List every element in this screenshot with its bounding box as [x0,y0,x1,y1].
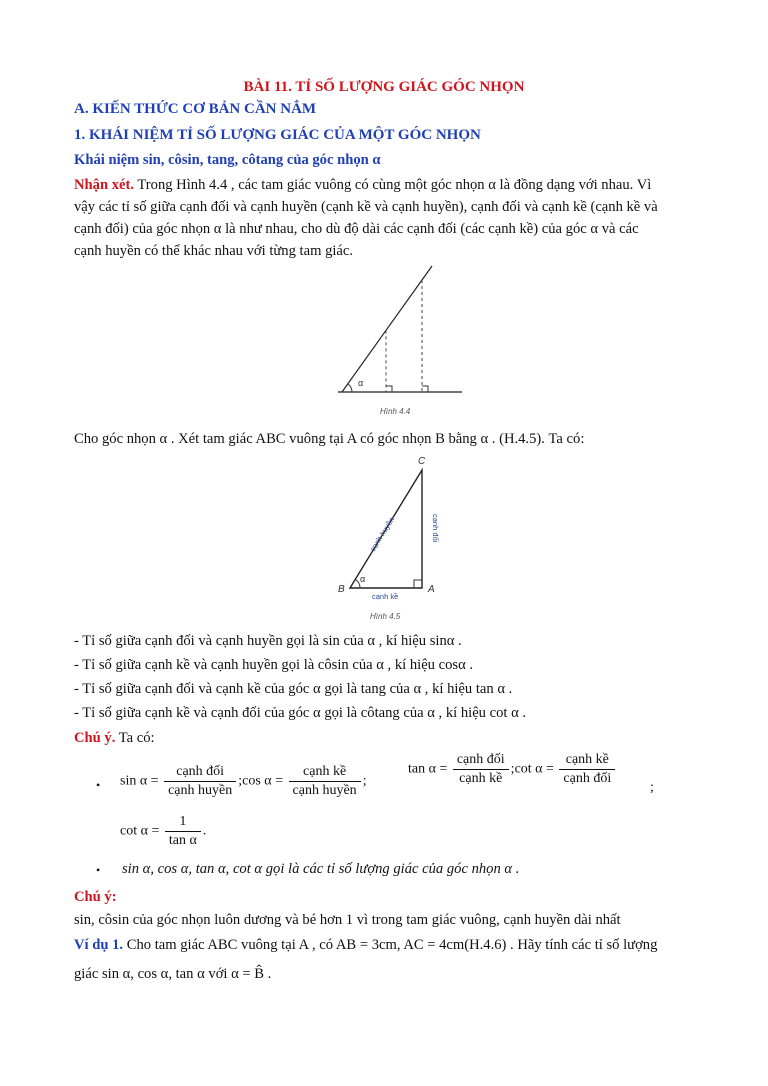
sin-fraction [164,764,236,799]
concept-heading: Khái niệm sin, côsin, tang, côtang của góc nhọn α [74,152,381,168]
formula-tan-cot [408,752,617,787]
note-1-label: Chú ý. [74,730,116,746]
sin-numerator: cạnh đối [164,764,236,782]
section-1-heading: 1. KHÁI NIỆM TỈ SỐ LƯỢNG GIÁC CỦA MỘT GÓC NHỌN [74,127,481,143]
fig44-angle-label: α [358,378,364,388]
sep-1: ; [238,773,243,789]
note-1 [74,729,704,747]
fig45-adjacent-label: cạnh kề [372,592,399,601]
note-2-label: Chú ý: [74,889,117,905]
example-1-line-1 [74,936,704,954]
definition-cos: - Tỉ số giữa cạnh kề và cạnh huyền gọi là côsin của α , kí hiệu cosα . [74,657,474,673]
fig44-caption: Hình 4.4 [380,407,411,416]
note-2-text: sin, côsin của góc nhọn luôn dương và bé hơn 1 vì trong tam giác vuông, cạnh huyền dài nhất [74,912,621,928]
cot2-denominator: tan α [168,833,197,848]
cos-fraction [289,764,361,799]
remark-label: Nhận xét. [74,177,134,193]
bullet-1: • [96,778,101,792]
cot-numerator: cạnh kề [559,752,615,770]
fig45-vertex-a: A [428,584,435,595]
tan-numerator: cạnh đối [453,752,509,770]
remark-line-2: vậy các tỉ số giữa cạnh đối và cạnh huyền (cạnh kề và cạnh huyền), cạnh đối và cạnh kề (cạnh kề và [74,199,658,215]
definition-tan: - Tỉ số giữa cạnh đối và cạnh kề của góc α gọi là tang của α , kí hiệu tan α . [74,681,513,697]
cot2-lhs: cot α = [120,823,160,839]
cos-numerator: cạnh kề [289,764,361,782]
cot2-numerator: 1 [165,814,201,832]
fig44-hypotenuse-line [342,266,432,392]
note-1-text: Ta có: [115,730,155,746]
example-1-label: Ví dụ 1. [74,937,124,953]
section-a-heading: A. KIẾN THỨC CƠ BẢN CẦN NẮM [74,101,317,117]
bullet-2-text: sin α, cos α, tan α, cot α gọi là các tỉ số lượng giác của góc nhọn α . [122,861,520,877]
fig45-hypotenuse-label: cạnh huyền [368,515,397,554]
formula-sin-cos [120,764,367,799]
cot-lhs: cot α = [514,761,554,777]
fig44-right-angle-1 [386,386,392,392]
cot2-dot: . [202,823,207,839]
cos-lhs: cos α = [242,773,284,789]
tan-lhs: tan α = [408,761,448,777]
fig45-vertex-b: B [338,584,345,595]
tan-denominator: cạnh kề [459,771,503,786]
intro-triangle-abc: Cho góc nhọn α . Xét tam giác ABC vuông tại A có góc nhọn B bằng α . (H.4.5). Ta có: [74,431,585,447]
fig45-caption: Hình 4.5 [370,612,401,621]
cos-denominator: cạnh huyền [292,783,357,798]
remark-line-1 [74,176,704,194]
lesson-title: BÀI 11. TỈ SỐ LƯỢNG GIÁC GÓC NHỌN [243,79,525,95]
sep-4: ; [650,780,654,795]
sep-3: ; [510,761,515,777]
sep-2: ; [362,773,367,789]
fig45-angle-label: α [360,574,366,584]
sin-denominator: cạnh huyền [168,783,233,798]
fig45-vertex-c: C [418,456,426,467]
fig45-right-angle [414,580,422,588]
example-1-line-2: giác sin α, cos α, tan α với α = B̂ . [74,966,272,982]
fig44-angle-arc [348,384,352,392]
example-1-text-1: Cho tam giác ABC vuông tại A , có AB = 3cm, AC = 4cm(H.4.6) . Hãy tính các tỉ số lượng [123,937,658,953]
definition-cot: - Tỉ số giữa cạnh kề và cạnh đối của góc α gọi là côtang của α , kí hiệu cot α . [74,705,527,721]
figure-4-4 [330,262,470,422]
bullet-2: • [96,863,101,877]
definition-sin: - Tỉ số giữa cạnh đối và cạnh huyền gọi là sin của α , kí hiệu sinα . [74,633,462,649]
remark-line-3: cạnh đối) của góc nhọn α là như nhau, cho dù độ dài các cạnh đối (các cạnh kề) của góc α và các [74,221,639,237]
cot2-fraction [165,814,201,849]
tan-fraction [453,752,509,787]
figure-4-5 [330,452,450,624]
cot-denominator: cạnh đối [563,771,612,786]
remark-text-1: Trong Hình 4.4 , các tam giác vuông có cùng một góc nhọn α là đồng dạng với nhau. Vì [134,177,652,193]
cot-fraction [559,752,615,787]
formula-cot-reciprocal [120,814,206,849]
fig44-right-angle-2 [422,386,428,392]
fig45-opposite-label: cạnh đối [431,514,440,543]
sin-lhs: sin α = [120,773,159,789]
remark-line-4: cạnh huyền có thể khác nhau với từng tam giác. [74,243,354,259]
